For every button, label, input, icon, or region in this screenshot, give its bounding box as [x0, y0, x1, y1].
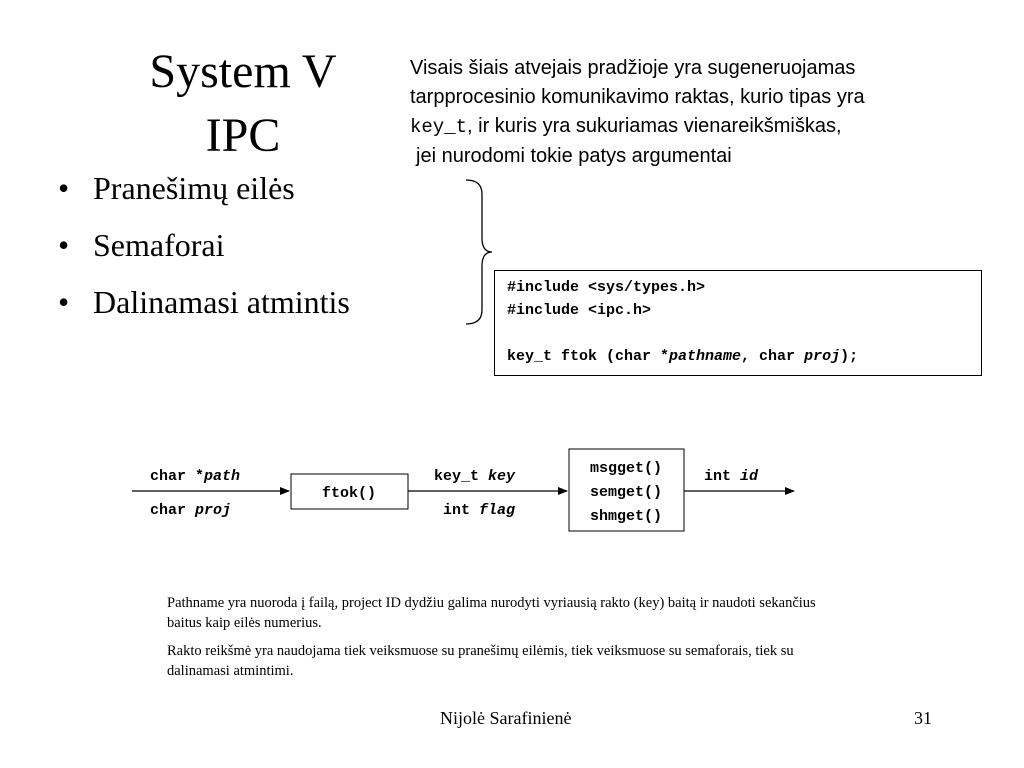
- ftok-box-label: ftok(): [321, 485, 377, 502]
- bullet-dot: •: [58, 284, 70, 320]
- id-type: int: [704, 468, 741, 485]
- input-path-name: path: [204, 468, 241, 485]
- code-ftok-decl: key_t ftok (char *: [507, 348, 670, 365]
- note-paragraph-2: Rakto reikšmė yra naudojama tiek veiksmuose su pranešimų eilėmis, tiek veiksmuose su semaforais, tiek su dalinamasi atmintimi.: [167, 643, 794, 679]
- bullet-dot: •: [58, 227, 70, 263]
- code-line-2: #include <ipc.h>: [507, 302, 652, 319]
- bullet-text: Semaforai: [93, 227, 225, 263]
- id-output-label: [704, 468, 759, 485]
- slide-title-line-1: System V: [149, 45, 337, 98]
- bullet-dot: •: [58, 170, 70, 206]
- input-path-label: [150, 468, 240, 485]
- intro-line-3-rest: , ir kuris yra sukuriamas vienareikšmiškas,: [467, 115, 842, 137]
- input-proj-type: char: [150, 502, 196, 519]
- shmget-label: shmget(): [589, 508, 663, 525]
- notes-text: [167, 593, 827, 689]
- code-closing: );: [840, 348, 859, 365]
- input-proj-label: [150, 502, 231, 519]
- input-path-type: char *: [150, 468, 205, 485]
- id-name: id: [740, 468, 759, 485]
- code-line-1: #include <sys/types.h>: [507, 279, 706, 296]
- key-type: key_t: [434, 468, 489, 485]
- semget-label: semget(): [589, 484, 663, 501]
- bullet-text: Pranešimų eilės: [93, 170, 295, 206]
- intro-line-1: Visais šiais atvejais pradžioje yra sugeneruojamas: [410, 57, 856, 79]
- intro-key-t-code: key_t: [410, 116, 468, 138]
- slide-title-line-2: IPC: [205, 109, 281, 162]
- flag-label: [443, 502, 515, 519]
- footer-author: Nijolė Sarafinienė: [440, 708, 572, 728]
- bullet-text: Dalinamasi atmintis: [93, 284, 350, 320]
- code-param-proj: proj: [804, 348, 841, 365]
- code-comma-char: , char: [741, 348, 805, 365]
- key-label: [434, 468, 516, 485]
- note-paragraph-1: Pathname yra nuoroda į failą, project ID dydžiu galima nurodyti vyriausią rakto (key) baitą ir naudoti sekančius baitus kaip eilės numerius.: [167, 595, 816, 631]
- key-name: key: [488, 468, 516, 485]
- page-number: 31: [914, 708, 932, 728]
- code-param-pathname: pathname: [669, 348, 742, 365]
- flag-type: int: [443, 502, 480, 519]
- input-proj-name: proj: [195, 502, 232, 519]
- intro-line-2: tarpprocesinio komunikavimo raktas, kurio tipas yra: [410, 86, 865, 108]
- msgget-label: msgget(): [589, 460, 663, 477]
- intro-line-4: jei nurodomi tokie patys argumentai: [416, 145, 732, 167]
- flag-name: flag: [479, 502, 516, 519]
